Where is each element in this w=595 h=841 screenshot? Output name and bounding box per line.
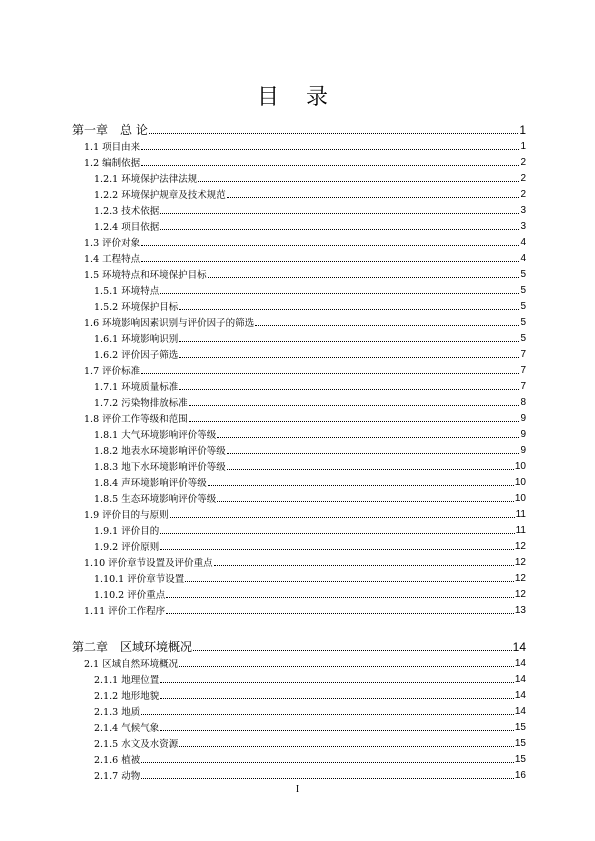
toc-subsection-entry[interactable]: [72, 733, 526, 749]
toc-subsection-entry[interactable]: [72, 440, 526, 456]
toc-subsection-entry[interactable]: [72, 685, 526, 701]
toc-subsection-entry[interactable]: [72, 701, 526, 717]
toc-entry-page: 3: [520, 205, 526, 216]
toc-subsection-entry[interactable]: [72, 184, 526, 200]
toc-entry-label: 1.8.4 声环境影响评价等级: [94, 477, 207, 489]
toc-subsection-entry[interactable]: [72, 749, 526, 765]
toc-entry-label: 1.9.1 评价目的: [94, 525, 160, 537]
toc-entry-page: 5: [520, 301, 526, 312]
toc-subsection-entry[interactable]: [72, 200, 526, 216]
toc-section-entry[interactable]: [72, 360, 526, 376]
dot-leader: [141, 778, 514, 779]
toc-entry-page: 2: [520, 189, 526, 200]
toc-subsection-entry[interactable]: [72, 456, 526, 472]
toc-entry-label: 1.8.2 地表水环境影响评价等级: [94, 445, 226, 457]
toc-subsection-entry[interactable]: [72, 472, 526, 488]
dot-leader: [160, 533, 514, 534]
toc-section-entry[interactable]: [72, 600, 526, 616]
toc-entry-page: 10: [514, 461, 526, 472]
dot-leader: [179, 389, 519, 390]
toc-subsection-entry[interactable]: [72, 296, 526, 312]
dot-leader: [179, 357, 519, 358]
dot-leader: [255, 325, 519, 326]
dot-leader: [208, 277, 520, 278]
dot-leader: [217, 437, 519, 438]
dot-leader: [149, 133, 518, 134]
toc-entry-page: 16: [514, 770, 526, 781]
toc-entry-label: 1.5 环境特点和环境保护目标: [84, 269, 207, 281]
toc-entry-label: 1.2.2 环境保护规章及技术规范: [94, 189, 226, 201]
toc-entry-label: 1.2.4 项目依据: [94, 221, 160, 233]
toc-entry-label: 1.6.1 环境影响识别: [94, 333, 179, 345]
toc-entry-page: 12: [514, 589, 526, 600]
toc-subsection-entry[interactable]: [72, 328, 526, 344]
toc-entry-page: 9: [520, 445, 526, 456]
toc-entry-page: 4: [520, 253, 526, 264]
toc-section-entry[interactable]: [72, 408, 526, 424]
toc-entry-label: 1.2 编制依据: [84, 157, 141, 169]
chapter-gap: [72, 616, 526, 630]
toc-subsection-entry[interactable]: [72, 488, 526, 504]
toc-entry-page: 5: [520, 269, 526, 280]
dot-leader: [170, 517, 515, 518]
toc-entry-label: 2.1 区域自然环境概况: [84, 658, 179, 670]
toc-entry-label: 1.9 评价目的与原则: [84, 509, 169, 521]
dot-leader: [179, 341, 519, 342]
dot-leader: [227, 197, 520, 198]
toc-section-entry[interactable]: [72, 552, 526, 568]
toc-entry-page: 14: [514, 690, 526, 701]
dot-leader: [160, 698, 514, 699]
toc-section-entry[interactable]: [72, 232, 526, 248]
toc-entry-label: 1.5.2 环境保护目标: [94, 301, 179, 313]
dot-leader: [208, 485, 514, 486]
toc-entry-page: 7: [520, 381, 526, 392]
toc-entry-page: 5: [520, 285, 526, 296]
dot-leader: [179, 746, 514, 747]
toc-entry-page: 4: [520, 237, 526, 248]
dot-leader: [193, 650, 512, 651]
dot-leader: [166, 613, 514, 614]
dot-leader: [141, 762, 514, 763]
dot-leader: [141, 373, 519, 374]
toc-entry-label: 1.9.2 评价原则: [94, 541, 160, 553]
toc-title: 目 录: [257, 85, 338, 110]
toc-entry-label: 2.1.3 地质: [94, 706, 141, 718]
toc-entry-label: 2.1.1 地理位置: [94, 674, 160, 686]
toc-entry-page: 12: [514, 557, 526, 568]
dot-leader: [141, 714, 514, 715]
dot-leader: [160, 549, 514, 550]
toc-section-entry[interactable]: [72, 264, 526, 280]
toc-subsection-entry[interactable]: [72, 376, 526, 392]
toc-entry-page: 10: [514, 493, 526, 504]
toc-section-entry[interactable]: [72, 152, 526, 168]
toc-subsection-entry[interactable]: [72, 584, 526, 600]
toc-entry-page: 2: [520, 173, 526, 184]
toc-entry-page: 14: [514, 706, 526, 717]
dot-leader: [160, 730, 514, 731]
toc-entry-label: 1.1 项目由来: [84, 141, 141, 153]
toc-section-entry[interactable]: [72, 312, 526, 328]
toc-entry-label: 1.5.1 环境特点: [94, 285, 160, 297]
toc-subsection-entry[interactable]: [72, 536, 526, 552]
toc-chapter-entry[interactable]: [72, 113, 526, 136]
toc-entry-label: 1.6.2 评价因子筛选: [94, 349, 179, 361]
dot-leader: [179, 666, 514, 667]
toc-entry-page: 3: [520, 221, 526, 232]
toc-entry-page: 14: [512, 640, 526, 654]
toc-entry-label: 1.7 评价标准: [84, 365, 141, 377]
toc-entry-label: 1.6 环境影响因素识别与评价因子的筛选: [84, 317, 255, 329]
toc-subsection-entry[interactable]: [72, 280, 526, 296]
toc-entry-label: 1.11 评价工作程序: [84, 605, 166, 617]
dot-leader: [141, 149, 519, 150]
toc-entry-page: 14: [514, 674, 526, 685]
toc-subsection-entry[interactable]: [72, 344, 526, 360]
dot-leader: [227, 469, 514, 470]
dot-leader: [166, 597, 514, 598]
dot-leader: [160, 229, 519, 230]
toc-entry-page: 5: [520, 317, 526, 328]
dot-leader: [217, 501, 514, 502]
toc-entry-label: 1.7.2 污染物排放标准: [94, 397, 188, 409]
dot-leader: [141, 165, 519, 166]
toc-entry-label: 第一章 总 论: [72, 123, 148, 137]
toc-entry-label: 2.1.4 气候气象: [94, 722, 160, 734]
toc-entry-label: 1.8.5 生态环境影响评价等级: [94, 493, 217, 505]
toc-entry-label: 1.2.3 技术依据: [94, 205, 160, 217]
toc-section-entry[interactable]: [72, 248, 526, 264]
dot-leader: [179, 309, 519, 310]
toc-entry-label: 2.1.5 水文及水资源: [94, 738, 179, 750]
toc-chapter-entry[interactable]: [72, 630, 526, 653]
toc-subsection-entry[interactable]: [72, 520, 526, 536]
toc-subsection-entry[interactable]: [72, 717, 526, 733]
toc-subsection-entry[interactable]: [72, 669, 526, 685]
dot-leader: [141, 245, 519, 246]
dot-leader: [189, 421, 520, 422]
toc-entry-page: 14: [514, 658, 526, 669]
toc-entry-label: 1.4 工程特点: [84, 253, 141, 265]
dot-leader: [227, 453, 520, 454]
dot-leader: [214, 565, 514, 566]
toc-entry-page: 15: [514, 754, 526, 765]
toc-subsection-entry[interactable]: [72, 216, 526, 232]
toc-entry-page: 12: [514, 541, 526, 552]
toc-entry-label: 1.7.1 环境质量标准: [94, 381, 179, 393]
toc-entry-page: 12: [514, 573, 526, 584]
toc-entry-label: 1.10 评价章节设置及评价重点: [84, 557, 213, 569]
toc-entry-label: 第二章 区域环境概况: [72, 640, 193, 654]
toc-entry-label: 1.8 评价工作等级和范围: [84, 413, 188, 425]
toc-entry-label: 2.1.2 地形地貌: [94, 690, 160, 702]
dot-leader: [189, 405, 520, 406]
toc-subsection-entry[interactable]: [72, 568, 526, 584]
dot-leader: [185, 581, 514, 582]
toc-entry-label: 1.8.3 地下水环境影响评价等级: [94, 461, 226, 473]
toc-entry-label: 1.10.2 评价重点: [94, 589, 166, 601]
toc-entry-page: 1: [519, 123, 526, 137]
toc-section-entry[interactable]: [72, 504, 526, 520]
toc-entry-label: 1.8.1 大气环境影响评价等级: [94, 429, 217, 441]
toc-entry-page: 7: [520, 365, 526, 376]
toc-subsection-entry[interactable]: [72, 168, 526, 184]
toc-subsection-entry[interactable]: [72, 392, 526, 408]
toc-entry-label: 1.10.1 评价章节设置: [94, 573, 185, 585]
toc-section-entry[interactable]: [72, 653, 526, 669]
toc-subsection-entry[interactable]: [72, 765, 526, 781]
toc-entry-page: 11: [515, 509, 526, 520]
dot-leader: [141, 261, 519, 262]
toc-entry-page: 2: [520, 157, 526, 168]
toc-entry-page: 15: [514, 738, 526, 749]
toc-entry-label: 1.3 评价对象: [84, 237, 141, 249]
toc-entry-page: 5: [520, 333, 526, 344]
toc-entry-page: 13: [514, 605, 526, 616]
toc-entry-page: 10: [514, 477, 526, 488]
toc-entry-label: 2.1.6 植被: [94, 754, 141, 766]
dot-leader: [160, 682, 514, 683]
toc-subsection-entry[interactable]: [72, 424, 526, 440]
dot-leader: [160, 293, 519, 294]
toc-entry-page: 8: [520, 397, 526, 408]
toc-entry-page: 9: [520, 429, 526, 440]
dot-leader: [198, 181, 519, 182]
toc-entry-label: 2.1.7 动物: [94, 770, 141, 782]
page-number: I: [295, 784, 300, 795]
toc-section-entry[interactable]: [72, 136, 526, 152]
toc-entry-label: 1.2.1 环境保护法律法规: [94, 173, 198, 185]
dot-leader: [160, 213, 519, 214]
toc-entry-page: 11: [515, 525, 526, 536]
toc-entry-page: 7: [520, 349, 526, 360]
toc-entry-page: 9: [520, 413, 526, 424]
toc-entry-page: 1: [520, 141, 526, 152]
toc-entry-page: 15: [514, 722, 526, 733]
table-of-contents: [72, 113, 526, 781]
